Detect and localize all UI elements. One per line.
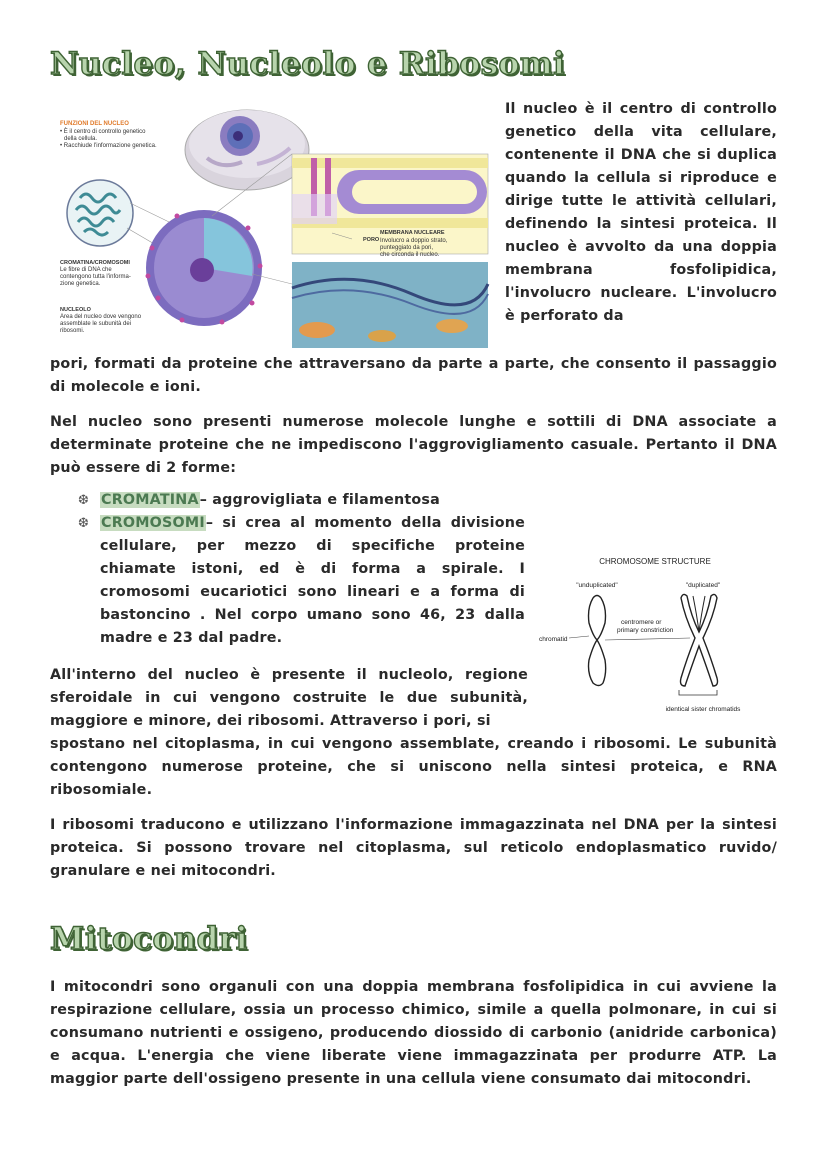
cromatina-line-3: zione genetica. (60, 281, 101, 287)
duplicated-label: "duplicated" (685, 582, 721, 589)
cromatina-line-1: Le fibre di DNA che (60, 267, 112, 273)
dna-forms-paragraph: Nel nucleo sono presenti numerose molecole lunghe e sottili di DNA associate a determinate proteine che ne impediscono l'aggrovigliamento casuale. Pertanto il DNA può essere di 2 forme: (50, 414, 777, 476)
funzioni-line-1: • È il centro di controllo genetico (60, 129, 146, 135)
membrana-line-2: punteggiato da pori, (380, 245, 434, 251)
chromosome-structure-figure (535, 548, 780, 723)
unduplicated-label: "unduplicated" (576, 582, 618, 589)
nucleolo-line-2: assemblate le subunità dei (60, 321, 132, 327)
centromere-line-1: centromere or (621, 619, 662, 626)
sister-chromatids-label: identical sister chromatids (665, 706, 741, 713)
funzioni-line-1b: della cellula. (64, 136, 98, 142)
membrana-line-1: Involucro a doppio strato, (380, 238, 448, 244)
chromosome-title: CHROMOSOME STRUCTURE (599, 557, 711, 566)
membrana-line-3: che circonda il nucleo. (380, 252, 440, 258)
term-cromosomi: CROMOSOMI (101, 515, 205, 531)
nucleolo-title: NUCLEOLO (60, 307, 91, 313)
term-cromatina: CROMATINA (101, 492, 199, 508)
membrana-title: MEMBRANA NUCLEARE (380, 230, 445, 236)
bullet-cromosomi-text: – si crea al momento della divisione cellulare, per mezzo di specifiche proteine chiamate istoni, ed è di forma a spirale. I cromosomi eucariotici sono lineari e a forma di bastoncino . Nel corpo umano sono 46, 23 dalla madre e 23 dal padre. (100, 515, 525, 646)
nucleolo-paragraph: All'interno del nucleo è presente il nucleolo, regione sferoidale in cui vengono costruite le due subunità, maggiore e minore, dei ribosomi. Attraverso i pori, si (50, 667, 528, 729)
bullet-cromatina-text: – aggrovigliata e filamentosa (199, 492, 440, 508)
funzioni-title: FUNZIONI DEL NUCLEO (60, 121, 129, 127)
nucleolo-paragraph-continued: spostano nel citoplasma, in cui vengono assemblate, creando i ribosomi. Le subunità contengono numerose proteine, che si uniscono nella sintesi proteica, e RNA ribosomiale. (50, 736, 777, 798)
nucleolo-line-1: Area del nucleo dove vengono (60, 314, 142, 320)
nucleolo-line-3: ribosomi. (60, 328, 85, 334)
centromere-line-2: primary constriction (617, 627, 674, 634)
snowflake-icon: ❆ (78, 516, 89, 531)
intro-text-continued: pori, formati da proteine che attraversano da parte a parte, che consento il passaggio di molecole e ioni. (50, 356, 777, 395)
chromatid-label: chromatid (539, 636, 568, 643)
funzioni-line-2: • Racchiude l'informazione genetica. (60, 143, 157, 149)
snowflake-icon: ❆ (78, 493, 89, 508)
bullet-cromosomi (100, 512, 525, 650)
bullet-cromatina (100, 489, 525, 512)
ribosomi-paragraph: I ribosomi traducono e utilizzano l'informazione immagazzinata nel DNA per la sintesi proteica. Si possono trovare nel citoplasma, sul reticolo endoplasmatico ruvido/ granulare e nei mitocondri. (50, 817, 777, 879)
poro-label: PORO (363, 237, 380, 243)
cromatina-line-2: contengono tutta l'informa- (60, 274, 131, 280)
nucleus-illustration (52, 98, 492, 348)
cromatina-title: CROMATINA/CROMOSOMI (60, 260, 130, 266)
section-title-nucleo: Nucleo, Nucleolo e Ribosomi (50, 46, 566, 82)
section-title-mitocondri: Mitocondri (50, 921, 248, 957)
mitocondri-paragraph: I mitocondri sono organuli con una doppia membrana fosfolipidica in cui avviene la respirazione cellulare, ossia un processo chimico, simile a quella polmonare, in cui si consumano nutrienti e ossigeno, producendo diossido di carbonio (anidride carbonica) e acqua. L'energia che viene liberate viene immagazzinata per produrre ATP. La maggior parte dell'ossigeno presente in una cellula viene consumato dai mitocondri. (50, 979, 777, 1087)
intro-text-right: Il nucleo è il centro di controllo genetico della vita cellulare, contenente il DNA che si duplica quando la cellula si riproduce e dirige tutte le attività cellulari, definendo la sintesi proteica. Il nucleo è avvolto da una doppia membrana fosfolipidica, l'involucro nucleare. L'involucro è perforato da (505, 101, 777, 324)
